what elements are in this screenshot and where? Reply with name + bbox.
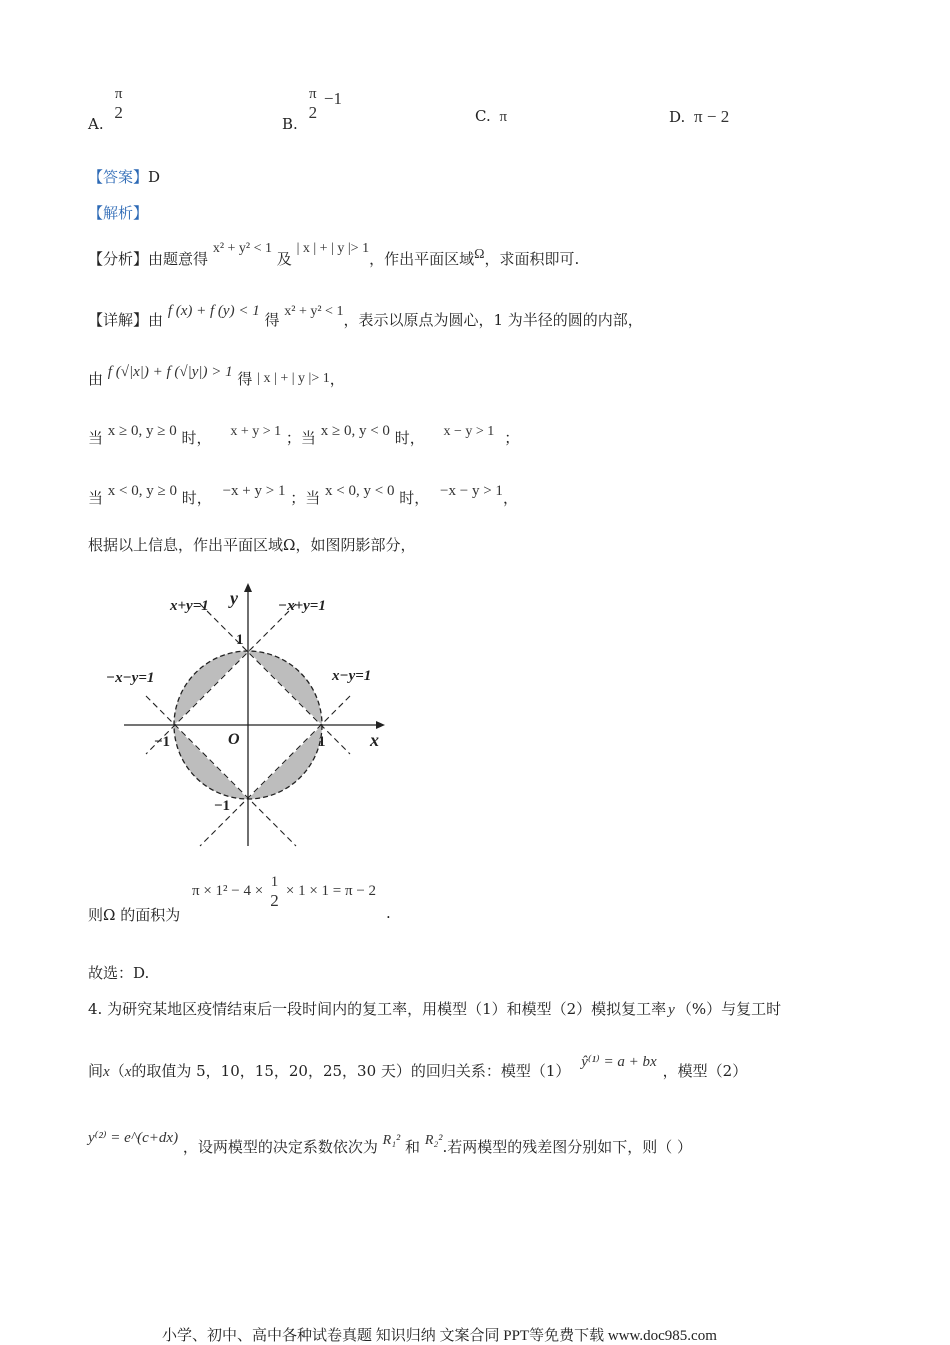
line3-text-2: 得 — [237, 370, 253, 388]
q4-line2-c: 的取值为 5，10，15，20，25，30 天）的回归关系：模型（1） — [131, 1062, 571, 1080]
origin-label: O — [228, 731, 240, 748]
line-x-plus-y — [200, 604, 350, 754]
area-fraction-den: 2 — [270, 891, 279, 911]
q4-line1-text: 4. 为研究某地区疫情结束后一段时间内的复工率，用模型（1）和模型（2）模拟复工率 — [88, 1000, 667, 1018]
analysis-tag: 【解析】 — [88, 204, 149, 222]
option-a-fraction — [112, 86, 125, 123]
line4-math-4: x − y > 1 — [443, 424, 495, 439]
detail-line-3 — [88, 364, 345, 389]
detail-line-5 — [88, 483, 518, 508]
area-formula — [192, 874, 376, 911]
xiangjie-text-3: ，表示以原点为圆心，1 为半径的圆的内部， — [343, 311, 643, 329]
line-neg-x-minus-y — [146, 696, 296, 846]
fenxi-tag: 【分析】 — [88, 250, 149, 268]
label-neg-x-plus-y: −x+y=1 — [278, 598, 326, 614]
q4-line3-a: ，设两模型的决定系数依次为 — [182, 1138, 378, 1156]
line3-math-2: | x | + | y |> 1 — [257, 371, 330, 386]
line4-text-4: 时， — [394, 429, 425, 447]
q4-line3-r1: R₁² — [382, 1133, 401, 1148]
answer-value: D — [148, 168, 161, 186]
fenxi-text-3: ，作出平面区域 — [369, 250, 475, 268]
tick-bottom: −1 — [214, 798, 231, 814]
line5-math-2: −x + y > 1 — [222, 483, 286, 499]
line4-text-3: ；当 — [285, 429, 316, 447]
detail-line-4 — [88, 423, 520, 448]
option-b-denominator: 2 — [308, 103, 318, 123]
label-neg-x-minus-y: −x−y=1 — [106, 670, 155, 686]
q4-line2-math: ŷ⁽¹⁾ = a + bx — [581, 1054, 657, 1070]
detail-line-6: 根据以上信息，作出平面区域Ω，如图阴影部分， — [88, 536, 416, 554]
fenxi-math-3: Ω — [474, 247, 485, 262]
q4-line2-d: ，模型（2） — [662, 1062, 748, 1080]
area-fraction-num: 1 — [270, 874, 279, 890]
option-b — [282, 86, 342, 134]
line-x-minus-y — [200, 696, 350, 846]
option-a-label: A. — [88, 115, 104, 134]
tick-left: −1 — [154, 734, 171, 750]
area-math-a: π × 1² − 4 × — [192, 882, 264, 899]
answer-line — [88, 166, 160, 187]
line4-text-2: 时， — [181, 429, 212, 447]
line5-text-1: 当 — [88, 489, 104, 507]
line5-text-4: 时， — [399, 489, 430, 507]
line4-text-5: ； — [504, 429, 520, 447]
line5-text-2: 时， — [181, 489, 212, 507]
line-neg-x-plus-y — [146, 604, 296, 754]
line3-math-1: f (√|x|) + f (√|y|) > 1 — [107, 364, 233, 380]
line4-math-3: x ≥ 0, y < 0 — [320, 423, 390, 439]
q4-line2-var2: x — [124, 1064, 132, 1080]
fenxi-text-4: ，求面积即可. — [484, 250, 580, 268]
fenxi-text-2: 及 — [276, 250, 292, 268]
option-b-tail: −1 — [323, 89, 342, 109]
option-d — [669, 107, 729, 127]
q4-line3-r2: R₂² — [424, 1133, 443, 1148]
q4-line-1 — [88, 998, 781, 1019]
option-b-label: B. — [282, 115, 298, 134]
q4-line3-c: .若两模型的残差图分别如下，则（ ） — [442, 1138, 693, 1156]
option-a-denominator: 2 — [114, 103, 123, 123]
line4-math-2: x + y > 1 — [230, 424, 282, 439]
xiangjie-text-2: 得 — [264, 311, 280, 329]
area-period: . — [386, 904, 391, 922]
fenxi-math-1: x² + y² < 1 — [212, 241, 272, 256]
q4-line-3 — [88, 1130, 693, 1157]
xiangjie-line — [88, 303, 643, 330]
area-fraction — [268, 874, 281, 911]
tick-top: 1 — [236, 632, 244, 648]
option-c-value: π — [499, 109, 508, 125]
line4-text-1: 当 — [88, 429, 104, 447]
line3-text-1: 由 — [88, 370, 104, 388]
q4-line1-var: y — [668, 1002, 675, 1018]
option-b-numerator: π — [309, 86, 317, 102]
axis-y-label: y — [230, 588, 238, 608]
q4-line-2 — [88, 1054, 748, 1081]
axis-x-label: x — [370, 730, 379, 750]
q4-line3-b: 和 — [405, 1138, 421, 1156]
fenxi-math-2: | x | + | y |> 1 — [296, 241, 370, 256]
page-footer: 小学、初中、高中各种试卷真题 知识归纳 文案合同 PPT等免费下载 www.doc985.com — [162, 1328, 717, 1344]
q4-line2-b: （ — [109, 1062, 125, 1080]
area-line — [88, 904, 180, 925]
option-d-label: D. — [669, 108, 686, 126]
fenxi-line — [88, 241, 580, 269]
area-text-1: 则Ω 的面积为 — [88, 906, 181, 924]
xiangjie-tag: 【详解】 — [88, 311, 149, 329]
option-c — [475, 107, 507, 126]
option-a-numerator: π — [114, 86, 123, 102]
tick-right: 1 — [318, 734, 326, 750]
line5-text-3: ；当 — [290, 489, 321, 507]
xiangjie-math-1: f (x) + f (y) < 1 — [167, 303, 260, 319]
line4-math-1: x ≥ 0, y ≥ 0 — [107, 423, 177, 439]
q4-line2-var: x — [103, 1064, 110, 1080]
q4-line3-math: y⁽²⁾ = e^(c+dx) — [88, 1130, 179, 1146]
region-figure — [100, 578, 400, 848]
answer-tag: 【答案】 — [88, 168, 149, 186]
line3-text-3: ， — [329, 370, 345, 388]
choice-line: 故选：D. — [88, 964, 150, 982]
option-d-value: π − 2 — [694, 107, 730, 126]
xiangjie-math-2: x² + y² < 1 — [284, 304, 344, 319]
xiangjie-text-1: 由 — [148, 311, 164, 329]
line5-math-1: x < 0, y ≥ 0 — [107, 483, 177, 499]
label-x-plus-y: x+y=1 — [170, 598, 209, 614]
x-axis-arrow-icon — [376, 721, 385, 729]
y-axis-arrow-icon — [244, 583, 252, 592]
line5-math-4: −x − y > 1 — [440, 483, 503, 499]
line5-math-3: x < 0, y < 0 — [325, 483, 395, 499]
area-math-b: × 1 × 1 = π − 2 — [285, 882, 377, 899]
q4-line2-a: 间 — [88, 1062, 104, 1080]
fenxi-text-1: 由题意得 — [148, 250, 209, 268]
option-b-fraction — [307, 86, 320, 123]
q4-line1-tail: （%）与复工时 — [676, 1000, 782, 1018]
line5-text-5: ， — [502, 489, 518, 507]
option-a — [88, 86, 125, 134]
option-c-label: C. — [475, 107, 491, 125]
label-x-minus-y: x−y=1 — [332, 668, 372, 684]
